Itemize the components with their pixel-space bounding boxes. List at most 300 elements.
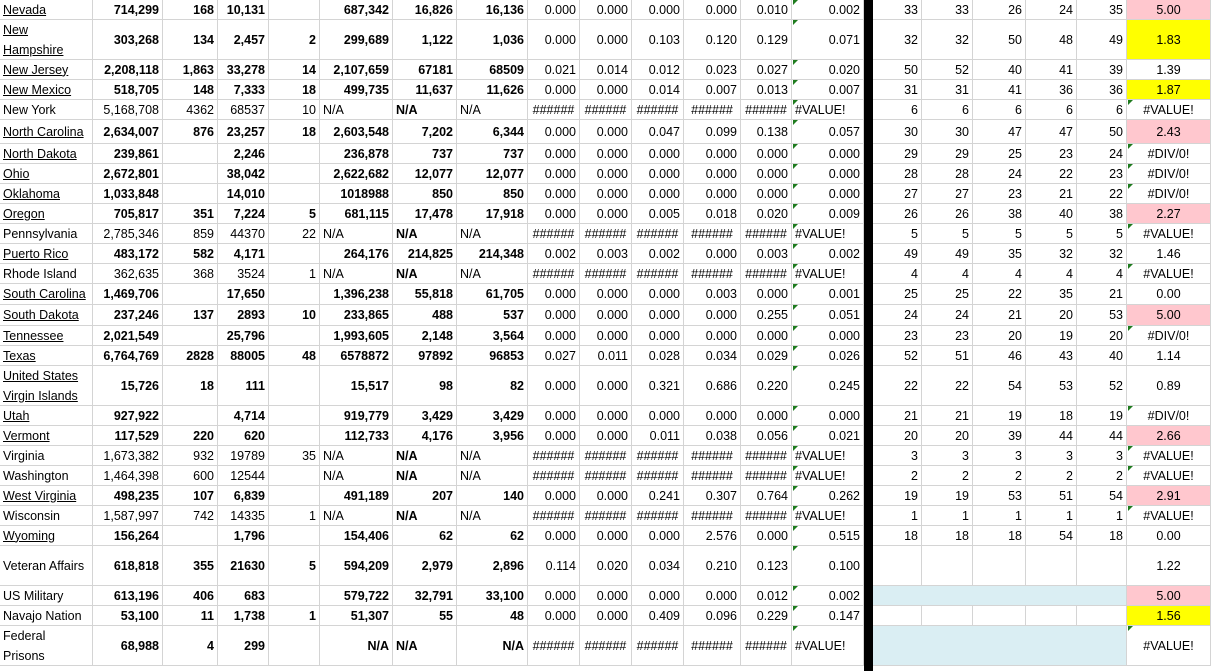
state-link-cell[interactable]: Ohio <box>0 164 93 183</box>
data-cell[interactable]: 14335 <box>218 506 269 525</box>
rank-cell[interactable]: 6 <box>973 100 1026 119</box>
rank-cell[interactable]: 33 <box>922 0 973 19</box>
state-link-cell[interactable]: New Hampshire <box>0 20 93 59</box>
data-cell[interactable]: 0.000 <box>528 144 580 163</box>
state-link-cell[interactable]: New Jersey <box>0 60 93 79</box>
data-cell[interactable]: #VALUE! <box>792 264 864 283</box>
data-cell[interactable]: 32,791 <box>393 586 457 605</box>
data-cell[interactable]: 537 <box>457 305 528 325</box>
data-cell[interactable]: 207 <box>393 486 457 505</box>
data-cell[interactable]: N/A <box>393 626 457 665</box>
data-cell[interactable]: 0.000 <box>580 406 632 425</box>
rank-cell[interactable]: 35 <box>973 244 1026 263</box>
rank-cell[interactable]: 6 <box>873 100 922 119</box>
data-cell[interactable]: 19789 <box>218 446 269 465</box>
rank-cell[interactable]: 26 <box>922 204 973 223</box>
data-cell[interactable]: 850 <box>393 184 457 203</box>
data-cell[interactable]: N/A <box>320 626 393 665</box>
score-cell[interactable]: 5.00 <box>1127 0 1211 19</box>
data-cell[interactable]: 0.000 <box>580 326 632 345</box>
data-cell[interactable]: 4,176 <box>393 426 457 445</box>
rank-cell[interactable]: 3 <box>973 446 1026 465</box>
data-cell[interactable]: 0.000 <box>792 164 864 183</box>
rank-cell[interactable]: 53 <box>1077 305 1127 325</box>
data-cell[interactable] <box>269 426 320 445</box>
data-cell[interactable]: 0.047 <box>632 120 684 143</box>
data-cell[interactable]: 38,042 <box>218 164 269 183</box>
data-cell[interactable]: 705,817 <box>93 204 163 223</box>
data-cell[interactable]: 0.005 <box>632 204 684 223</box>
data-cell[interactable]: 0.013 <box>741 80 792 99</box>
data-cell[interactable]: 62 <box>457 526 528 545</box>
data-cell[interactable]: 6,764,769 <box>93 346 163 365</box>
data-cell[interactable]: 0.000 <box>632 0 684 19</box>
rank-cell[interactable]: 21 <box>1026 184 1077 203</box>
score-cell[interactable]: 1.46 <box>1127 244 1211 263</box>
data-cell[interactable] <box>269 586 320 605</box>
data-cell[interactable]: 0.056 <box>741 426 792 445</box>
state-name-cell[interactable]: Pennsylvania <box>0 224 93 243</box>
data-cell[interactable]: ###### <box>632 264 684 283</box>
rank-cell[interactable]: 18 <box>1077 526 1127 545</box>
data-cell[interactable]: 1,464,398 <box>93 466 163 485</box>
data-cell[interactable]: 0.000 <box>580 80 632 99</box>
data-cell[interactable]: 6578872 <box>320 346 393 365</box>
data-cell[interactable]: 168 <box>163 0 218 19</box>
rank-cell[interactable] <box>922 606 973 625</box>
rank-cell[interactable]: 24 <box>873 305 922 325</box>
data-cell[interactable]: 55 <box>393 606 457 625</box>
highlighted-empty-range[interactable] <box>873 586 1127 605</box>
data-cell[interactable]: 0.307 <box>684 486 741 505</box>
data-cell[interactable]: 148 <box>163 80 218 99</box>
data-cell[interactable]: 299,689 <box>320 20 393 59</box>
data-cell[interactable]: 737 <box>457 144 528 163</box>
state-link-cell[interactable]: Wyoming <box>0 526 93 545</box>
data-cell[interactable]: 0.515 <box>792 526 864 545</box>
data-cell[interactable]: 0.000 <box>580 366 632 405</box>
data-cell[interactable]: 18 <box>269 120 320 143</box>
data-cell[interactable]: 927,922 <box>93 406 163 425</box>
data-cell[interactable]: 2 <box>269 20 320 59</box>
state-name-cell[interactable]: Navajo Nation <box>0 606 93 625</box>
score-cell[interactable]: 0.00 <box>1127 284 1211 304</box>
state-name-cell[interactable]: Washington <box>0 466 93 485</box>
data-cell[interactable]: 932 <box>163 446 218 465</box>
data-cell[interactable] <box>163 144 218 163</box>
data-cell[interactable]: 2,148 <box>393 326 457 345</box>
data-cell[interactable]: 0.020 <box>580 546 632 585</box>
rank-cell[interactable]: 25 <box>973 144 1026 163</box>
data-cell[interactable]: 140 <box>457 486 528 505</box>
data-cell[interactable]: 0.000 <box>528 164 580 183</box>
data-cell[interactable]: 220 <box>163 426 218 445</box>
state-link-cell[interactable]: South Carolina <box>0 284 93 304</box>
data-cell[interactable]: 12,077 <box>393 164 457 183</box>
score-cell[interactable]: 2.27 <box>1127 204 1211 223</box>
rank-cell[interactable] <box>873 546 922 585</box>
rank-cell[interactable]: 49 <box>922 244 973 263</box>
score-cell[interactable]: #VALUE! <box>1127 466 1211 485</box>
rank-cell[interactable]: 21 <box>1077 284 1127 304</box>
data-cell[interactable] <box>269 244 320 263</box>
data-cell[interactable]: 17,478 <box>393 204 457 223</box>
rank-cell[interactable]: 1 <box>873 506 922 525</box>
data-cell[interactable]: 0.000 <box>528 486 580 505</box>
data-cell[interactable]: 0.000 <box>528 406 580 425</box>
data-cell[interactable]: 0.002 <box>528 244 580 263</box>
data-cell[interactable]: ###### <box>580 100 632 119</box>
data-cell[interactable]: 14,010 <box>218 184 269 203</box>
data-cell[interactable]: 1,469,706 <box>93 284 163 304</box>
data-cell[interactable]: 4,171 <box>218 244 269 263</box>
rank-cell[interactable]: 30 <box>873 120 922 143</box>
data-cell[interactable]: 1 <box>269 506 320 525</box>
rank-cell[interactable]: 48 <box>1026 20 1077 59</box>
state-link-cell[interactable]: United States Virgin Islands <box>0 366 93 405</box>
data-cell[interactable]: 62 <box>393 526 457 545</box>
state-name-cell[interactable]: New York <box>0 100 93 119</box>
data-cell[interactable]: 919,779 <box>320 406 393 425</box>
data-cell[interactable]: 12544 <box>218 466 269 485</box>
rank-cell[interactable]: 5 <box>922 224 973 243</box>
rank-cell[interactable]: 23 <box>922 326 973 345</box>
data-cell[interactable]: 1,396,238 <box>320 284 393 304</box>
rank-cell[interactable]: 30 <box>922 120 973 143</box>
data-cell[interactable]: ###### <box>580 626 632 665</box>
data-cell[interactable]: 0.099 <box>684 120 741 143</box>
score-cell[interactable]: 0.00 <box>1127 526 1211 545</box>
data-cell[interactable]: 613,196 <box>93 586 163 605</box>
data-cell[interactable] <box>269 326 320 345</box>
state-link-cell[interactable]: North Carolina <box>0 120 93 143</box>
data-cell[interactable]: 7,224 <box>218 204 269 223</box>
rank-cell[interactable]: 25 <box>873 284 922 304</box>
data-cell[interactable]: N/A <box>393 224 457 243</box>
rank-cell[interactable]: 19 <box>1077 406 1127 425</box>
rank-cell[interactable]: 5 <box>873 224 922 243</box>
state-link-cell[interactable]: New Mexico <box>0 80 93 99</box>
rank-cell[interactable] <box>973 546 1026 585</box>
data-cell[interactable]: 498,235 <box>93 486 163 505</box>
data-cell[interactable]: N/A <box>393 264 457 283</box>
data-cell[interactable]: 0.114 <box>528 546 580 585</box>
data-cell[interactable]: 0.014 <box>580 60 632 79</box>
rank-cell[interactable]: 19 <box>922 486 973 505</box>
rank-cell[interactable]: 52 <box>1077 366 1127 405</box>
data-cell[interactable]: N/A <box>393 506 457 525</box>
data-cell[interactable]: 0.018 <box>684 204 741 223</box>
state-name-cell[interactable]: Virginia <box>0 446 93 465</box>
data-cell[interactable]: 2,672,801 <box>93 164 163 183</box>
data-cell[interactable]: 4362 <box>163 100 218 119</box>
data-cell[interactable]: 0.262 <box>792 486 864 505</box>
data-cell[interactable] <box>163 526 218 545</box>
data-cell[interactable]: 236,878 <box>320 144 393 163</box>
data-cell[interactable]: 0.038 <box>684 426 741 445</box>
rank-cell[interactable]: 53 <box>973 486 1026 505</box>
data-cell[interactable]: ###### <box>528 446 580 465</box>
data-cell[interactable]: N/A <box>457 264 528 283</box>
data-cell[interactable]: 0.000 <box>580 164 632 183</box>
data-cell[interactable]: 0.071 <box>792 20 864 59</box>
data-cell[interactable]: 600 <box>163 466 218 485</box>
data-cell[interactable]: 111 <box>218 366 269 405</box>
data-cell[interactable]: 0.000 <box>528 204 580 223</box>
data-cell[interactable]: ###### <box>741 264 792 283</box>
rank-cell[interactable]: 3 <box>1026 446 1077 465</box>
data-cell[interactable]: 0.002 <box>792 586 864 605</box>
rank-cell[interactable]: 35 <box>1077 0 1127 19</box>
data-cell[interactable]: 4 <box>163 626 218 665</box>
data-cell[interactable]: 0.020 <box>792 60 864 79</box>
data-cell[interactable]: 1 <box>269 264 320 283</box>
data-cell[interactable]: 214,348 <box>457 244 528 263</box>
data-cell[interactable]: 0.000 <box>632 305 684 325</box>
data-cell[interactable]: N/A <box>393 446 457 465</box>
state-name-cell[interactable]: Federal Prisons <box>0 626 93 665</box>
rank-cell[interactable]: 22 <box>922 366 973 405</box>
data-cell[interactable]: N/A <box>457 446 528 465</box>
rank-cell[interactable]: 36 <box>1077 80 1127 99</box>
data-cell[interactable]: 0.000 <box>632 586 684 605</box>
data-cell[interactable]: ###### <box>528 466 580 485</box>
rank-cell[interactable]: 31 <box>922 80 973 99</box>
data-cell[interactable] <box>269 366 320 405</box>
state-link-cell[interactable]: South Dakota <box>0 305 93 325</box>
data-cell[interactable]: #VALUE! <box>792 224 864 243</box>
data-cell[interactable]: 0.210 <box>684 546 741 585</box>
data-cell[interactable]: 11,637 <box>393 80 457 99</box>
data-cell[interactable]: 620 <box>218 426 269 445</box>
data-cell[interactable]: 0.003 <box>741 244 792 263</box>
data-cell[interactable]: 18 <box>269 80 320 99</box>
data-cell[interactable] <box>269 164 320 183</box>
data-cell[interactable]: 0.000 <box>741 284 792 304</box>
data-cell[interactable]: ###### <box>528 264 580 283</box>
data-cell[interactable]: 2,021,549 <box>93 326 163 345</box>
data-cell[interactable]: ###### <box>528 100 580 119</box>
rank-cell[interactable]: 4 <box>873 264 922 283</box>
data-cell[interactable]: 0.000 <box>528 366 580 405</box>
rank-cell[interactable]: 5 <box>1026 224 1077 243</box>
rank-cell[interactable]: 53 <box>1026 366 1077 405</box>
rank-cell[interactable]: 6 <box>1026 100 1077 119</box>
data-cell[interactable]: 214,825 <box>393 244 457 263</box>
rank-cell[interactable]: 22 <box>973 284 1026 304</box>
data-cell[interactable]: 714,299 <box>93 0 163 19</box>
rank-cell[interactable]: 18 <box>1026 406 1077 425</box>
score-cell[interactable]: #DIV/0! <box>1127 184 1211 203</box>
data-cell[interactable]: 10,131 <box>218 0 269 19</box>
data-cell[interactable] <box>269 466 320 485</box>
rank-cell[interactable]: 22 <box>1077 184 1127 203</box>
rank-cell[interactable]: 26 <box>973 0 1026 19</box>
data-cell[interactable]: 2,785,346 <box>93 224 163 243</box>
data-cell[interactable]: #VALUE! <box>792 506 864 525</box>
data-cell[interactable]: 582 <box>163 244 218 263</box>
score-cell[interactable]: #DIV/0! <box>1127 144 1211 163</box>
rank-cell[interactable]: 2 <box>922 466 973 485</box>
data-cell[interactable]: 0.057 <box>792 120 864 143</box>
data-cell[interactable]: 0.000 <box>632 406 684 425</box>
score-cell[interactable]: 1.83 <box>1127 20 1211 59</box>
data-cell[interactable]: 53,100 <box>93 606 163 625</box>
data-cell[interactable]: 0.034 <box>632 546 684 585</box>
data-cell[interactable]: 5,168,708 <box>93 100 163 119</box>
data-cell[interactable]: ###### <box>580 506 632 525</box>
data-cell[interactable]: 33,100 <box>457 586 528 605</box>
data-cell[interactable]: 1,673,382 <box>93 446 163 465</box>
data-cell[interactable]: 0.000 <box>580 20 632 59</box>
data-cell[interactable]: 618,818 <box>93 546 163 585</box>
data-cell[interactable]: 0.001 <box>792 284 864 304</box>
rank-cell[interactable]: 44 <box>1026 426 1077 445</box>
data-cell[interactable]: 850 <box>457 184 528 203</box>
data-cell[interactable]: 1,738 <box>218 606 269 625</box>
data-cell[interactable]: ###### <box>528 626 580 665</box>
data-cell[interactable]: 55,818 <box>393 284 457 304</box>
data-cell[interactable]: 10 <box>269 100 320 119</box>
data-cell[interactable]: 0.000 <box>580 0 632 19</box>
data-cell[interactable]: ###### <box>528 224 580 243</box>
data-cell[interactable]: 0.000 <box>632 144 684 163</box>
data-cell[interactable]: N/A <box>320 506 393 525</box>
data-cell[interactable]: 233,865 <box>320 305 393 325</box>
rank-cell[interactable]: 49 <box>873 244 922 263</box>
score-cell[interactable]: 2.66 <box>1127 426 1211 445</box>
data-cell[interactable]: 0.007 <box>792 80 864 99</box>
highlighted-empty-range[interactable] <box>873 626 1127 665</box>
data-cell[interactable]: N/A <box>320 100 393 119</box>
data-cell[interactable]: 681,115 <box>320 204 393 223</box>
data-cell[interactable]: ###### <box>684 446 741 465</box>
rank-cell[interactable]: 26 <box>873 204 922 223</box>
rank-cell[interactable]: 3 <box>922 446 973 465</box>
data-cell[interactable]: 0.000 <box>632 184 684 203</box>
rank-cell[interactable]: 23 <box>1026 144 1077 163</box>
data-cell[interactable]: 22 <box>269 224 320 243</box>
data-cell[interactable]: 368 <box>163 264 218 283</box>
data-cell[interactable]: 239,861 <box>93 144 163 163</box>
data-cell[interactable]: 0.000 <box>580 144 632 163</box>
data-cell[interactable]: 0.000 <box>632 526 684 545</box>
rank-cell[interactable]: 5 <box>973 224 1026 243</box>
data-cell[interactable]: 23,257 <box>218 120 269 143</box>
rank-cell[interactable]: 25 <box>922 284 973 304</box>
data-cell[interactable]: 683 <box>218 586 269 605</box>
data-cell[interactable]: ###### <box>741 100 792 119</box>
data-cell[interactable]: 2,107,659 <box>320 60 393 79</box>
data-cell[interactable]: 1,993,605 <box>320 326 393 345</box>
data-cell[interactable]: 351 <box>163 204 218 223</box>
data-cell[interactable]: 4,714 <box>218 406 269 425</box>
data-cell[interactable]: ###### <box>741 466 792 485</box>
data-cell[interactable]: 0.220 <box>741 366 792 405</box>
rank-cell[interactable]: 40 <box>1026 204 1077 223</box>
data-cell[interactable] <box>269 486 320 505</box>
data-cell[interactable]: 0.003 <box>580 244 632 263</box>
data-cell[interactable] <box>163 406 218 425</box>
data-cell[interactable] <box>269 0 320 19</box>
data-cell[interactable]: 0.027 <box>741 60 792 79</box>
score-cell[interactable]: #VALUE! <box>1127 264 1211 283</box>
data-cell[interactable]: 0.000 <box>528 526 580 545</box>
data-cell[interactable]: ###### <box>741 506 792 525</box>
data-cell[interactable]: ###### <box>632 446 684 465</box>
rank-cell[interactable]: 32 <box>873 20 922 59</box>
rank-cell[interactable]: 28 <box>922 164 973 183</box>
data-cell[interactable]: 2,208,118 <box>93 60 163 79</box>
rank-cell[interactable]: 18 <box>873 526 922 545</box>
data-cell[interactable]: 11,626 <box>457 80 528 99</box>
data-cell[interactable]: 237,246 <box>93 305 163 325</box>
rank-cell[interactable]: 1 <box>1026 506 1077 525</box>
rank-cell[interactable]: 47 <box>973 120 1026 143</box>
data-cell[interactable]: N/A <box>393 466 457 485</box>
rank-cell[interactable]: 50 <box>973 20 1026 59</box>
data-cell[interactable]: 0.000 <box>528 0 580 19</box>
data-cell[interactable]: 0.021 <box>792 426 864 445</box>
state-link-cell[interactable]: Vermont <box>0 426 93 445</box>
score-cell[interactable]: 1.39 <box>1127 60 1211 79</box>
data-cell[interactable]: 3524 <box>218 264 269 283</box>
data-cell[interactable]: 0.000 <box>684 184 741 203</box>
data-cell[interactable]: 0.002 <box>792 244 864 263</box>
data-cell[interactable]: 0.028 <box>632 346 684 365</box>
data-cell[interactable]: 1 <box>269 606 320 625</box>
rank-cell[interactable]: 43 <box>1026 346 1077 365</box>
rank-cell[interactable]: 4 <box>922 264 973 283</box>
data-cell[interactable]: 737 <box>393 144 457 163</box>
data-cell[interactable]: 2.576 <box>684 526 741 545</box>
data-cell[interactable]: 0.000 <box>741 326 792 345</box>
rank-cell[interactable]: 21 <box>973 305 1026 325</box>
data-cell[interactable]: 0.000 <box>528 426 580 445</box>
score-cell[interactable]: 0.89 <box>1127 366 1211 405</box>
data-cell[interactable]: 0.147 <box>792 606 864 625</box>
rank-cell[interactable]: 32 <box>1026 244 1077 263</box>
data-cell[interactable]: 3,956 <box>457 426 528 445</box>
data-cell[interactable]: 0.002 <box>792 0 864 19</box>
rank-cell[interactable]: 27 <box>922 184 973 203</box>
data-cell[interactable]: 0.026 <box>792 346 864 365</box>
data-cell[interactable]: 98 <box>393 366 457 405</box>
data-cell[interactable]: 0.000 <box>580 606 632 625</box>
data-cell[interactable]: ###### <box>632 466 684 485</box>
data-cell[interactable]: 0.255 <box>741 305 792 325</box>
data-cell[interactable]: N/A <box>457 626 528 665</box>
rank-cell[interactable]: 38 <box>1077 204 1127 223</box>
data-cell[interactable]: 12,077 <box>457 164 528 183</box>
rank-cell[interactable]: 4 <box>1077 264 1127 283</box>
data-cell[interactable]: 0.000 <box>741 164 792 183</box>
data-cell[interactable]: 0.000 <box>632 326 684 345</box>
state-link-cell[interactable]: Puerto Rico <box>0 244 93 263</box>
state-link-cell[interactable]: West Virginia <box>0 486 93 505</box>
data-cell[interactable]: 5 <box>269 546 320 585</box>
state-name-cell[interactable]: Veteran Affairs <box>0 546 93 585</box>
data-cell[interactable]: 0.245 <box>792 366 864 405</box>
data-cell[interactable]: 0.003 <box>684 284 741 304</box>
rank-cell[interactable] <box>1077 606 1127 625</box>
data-cell[interactable]: 21630 <box>218 546 269 585</box>
data-cell[interactable]: 491,189 <box>320 486 393 505</box>
data-cell[interactable]: 1,587,997 <box>93 506 163 525</box>
score-cell[interactable]: #VALUE! <box>1127 626 1211 665</box>
rank-cell[interactable]: 27 <box>873 184 922 203</box>
data-cell[interactable]: ###### <box>741 626 792 665</box>
